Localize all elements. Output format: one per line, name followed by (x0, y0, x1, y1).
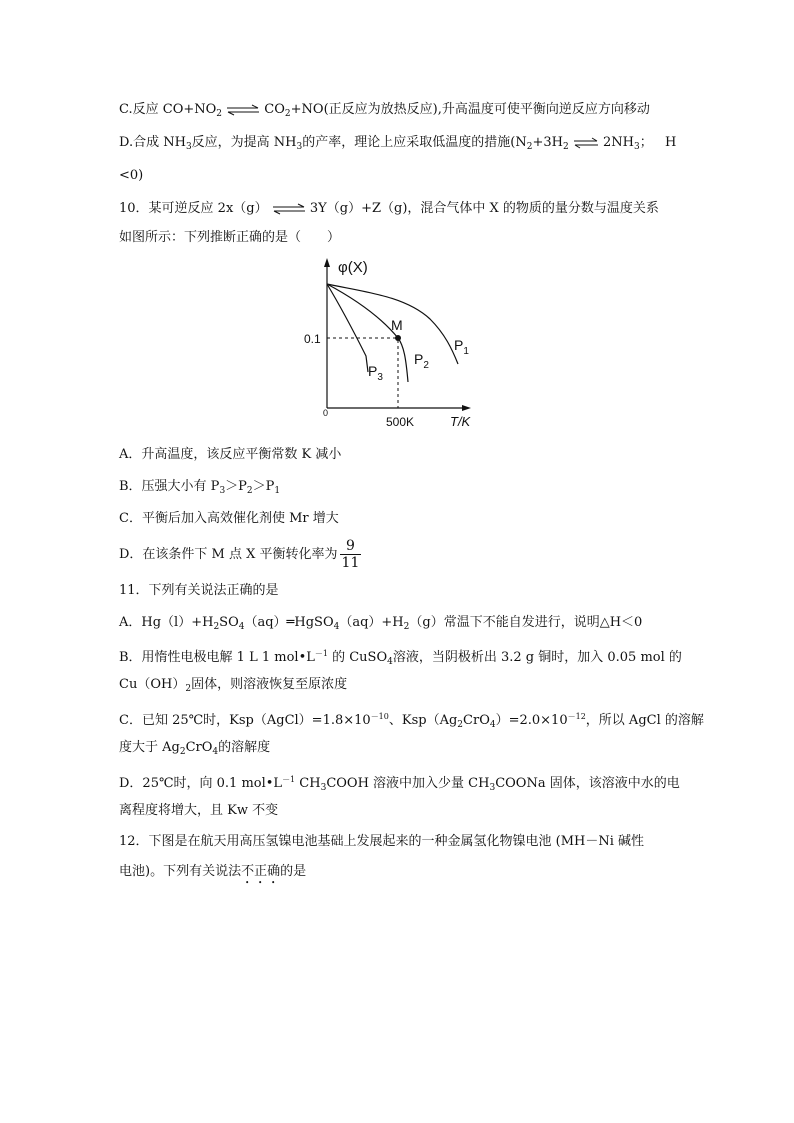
question-11-option-b-2: $Cu(OH)_2$固体，则溶液恢复至原浓度 (119, 677, 348, 694)
question-10-option-d: D．在该条件下 M 点 X 平衡转化率为 $\frac{9}{11}$ (119, 538, 360, 571)
option-d-line: D.合成 $NH_3$反应，为提高 $NH_3$的产率，理论上应采取低温度的措施($N_2+3H_2$ $2NH_3$； (119, 135, 653, 152)
question-11-option-d: D．25℃时，向 0.1 $mol•L^{-1}$ $CH_3COOH$ 溶液中加入少量 $CH_3COONa$ 固体，该溶液中水的电 (119, 775, 680, 793)
series-label-sub: 1 (463, 346, 469, 357)
question-11-option-c-2: 度大于 $Ag_2CrO_4$的溶解度 (119, 740, 271, 757)
equilibrium-arrow-icon (272, 203, 306, 215)
question-11-option-b: B．用惰性电极电解 1 L 1 $mol•L^{-1}$ 的 CuSO$_4$溶液，当阴极析出 3.2 g 铜时，加入 0.05 mol 的 (119, 649, 682, 667)
question-10-stem: 10．某可逆反应 2x（g） 3Y（g）+Z（g)，混合气体中 X 的物质的量分数与温度关系 (119, 201, 659, 216)
point-m (395, 335, 401, 341)
option-d-h: H (665, 135, 677, 150)
phi-x-temperature-chart (290, 254, 490, 434)
x-axis-arrow-icon (462, 405, 471, 411)
series-label-main: P (454, 337, 464, 353)
x-axis-label: T/K (450, 414, 471, 429)
equilibrium-arrow-icon (226, 104, 260, 116)
question-11-option-a: A．$Hg(l)+H_2SO_4(aq)═HgSO_4(aq)+H_2(g)$常温下不能自发进行，说明△H＜0 (119, 615, 643, 632)
series-label-sub: 3 (377, 372, 383, 383)
origin-label: 0 (323, 408, 329, 418)
question-10-option-b: B．压强大小有 $P_3>P_2>P_1$ (119, 479, 281, 496)
fraction: $\frac{9}{11}$ (341, 538, 360, 571)
equilibrium-arrow-icon (573, 137, 599, 149)
question-11-stem: 11．下列有关说法正确的是 (119, 583, 279, 598)
series-label-p2 (414, 351, 429, 371)
series-label-main: P (368, 363, 378, 379)
question-10-option-c: C．平衡后加入高效催化剂使 Mr 增大 (119, 511, 339, 526)
y-axis-arrow-icon (324, 258, 330, 267)
series-label-p1 (454, 337, 469, 357)
question-10-option-a: A．升高温度，该反应平衡常数 K 减小 (119, 447, 342, 462)
point-m-label: M (391, 317, 403, 333)
x-tick-label: 500K (386, 415, 415, 429)
series-line-p3 (327, 284, 368, 372)
y-tick-label: 0.1 (304, 332, 321, 346)
question-12-stem: 12．下图是在航天用高压氢镍电池基础上发展起来的一种金属氢化物镍电池 (MH－Ni 碱性 (119, 834, 645, 849)
series-label-p3 (368, 363, 383, 383)
question-11-option-d-2: 离程度将增大，且 Kw 不变 (119, 803, 279, 818)
option-d-line-2: <0) (119, 168, 144, 183)
question-10-stem-2: 如图所示：下列推断正确的是（ ） (119, 230, 341, 245)
option-c-line: C.反应 $CO+NO_2$ $CO_2+NO$(正反应为放热反应),升高温度可使平衡向逆反应方向移动 (119, 102, 650, 119)
series-label-sub: 2 (423, 360, 429, 371)
question-11-option-c: C．已知 25℃时，$Ksp(AgCl)=1.8\times 10^{-10}$、$Ksp(Ag_2CrO_4)=2.0\times 10^{-12}$，所以 AgCl 的溶解 (119, 712, 704, 730)
series-label-main: P (414, 351, 424, 367)
question-12-stem-2: 电池)。下列有关说法不正确的是 (119, 864, 307, 879)
y-axis-label: φ(X) (338, 259, 368, 276)
